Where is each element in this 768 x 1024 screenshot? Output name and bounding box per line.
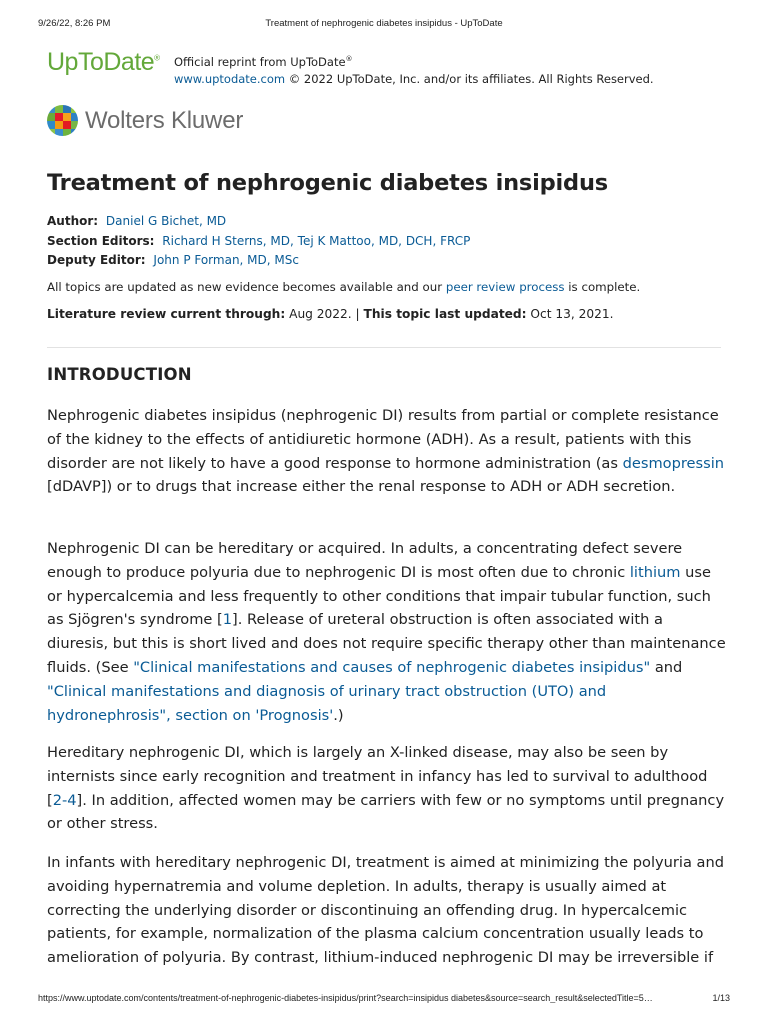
p1-text-2: [dDAVP]) or to drugs that increase either the renal response to ADH or ADH secretion.: [47, 478, 676, 496]
print-header: [38, 18, 730, 32]
wolters-kluwer-logo: [47, 105, 307, 137]
desmopressin-link[interactable]: desmopressin: [622, 454, 725, 472]
site-link[interactable]: www.uptodate.com: [174, 71, 286, 86]
last-updated-value: Oct 13, 2021.: [526, 307, 614, 321]
author-link[interactable]: Daniel G Bichet, MD: [105, 214, 227, 228]
reprint-reg: ®: [345, 55, 353, 63]
deputy-editor-line: [47, 252, 299, 268]
intro-paragraph-4: [47, 851, 727, 970]
section-divider: [47, 347, 721, 348]
wolters-kluwer-text: Wolters Kluwer: [85, 107, 244, 134]
deputy-editor-link[interactable]: John P Forman, MD, MSc: [153, 253, 299, 267]
brand-bar: [47, 48, 727, 88]
p4-text-1: In infants with hereditary nephrogenic DI, treatment is aimed at minimizing the polyuria and avoiding hypernatremia and volume depletion. In adults, therapy is usually aimed at correcting the underlying disorder or discontinuing an offending drug. In hypercalcemic patients, for example, normalization of the plasma calcium concentration usually leads to amelioration of polyuria. By contrast, lithium-induced nephrogenic DI may be irreversible if: [47, 854, 724, 967]
print-footer: [38, 993, 730, 1007]
peer-review-link[interactable]: peer review process: [445, 280, 565, 294]
print-page-number: 1/13: [712, 993, 730, 1003]
last-updated-label: This topic last updated:: [363, 307, 527, 321]
lithium-link[interactable]: lithium: [629, 563, 681, 581]
urinary-obstruction-link[interactable]: "Clinical manifestations and diagnosis of urinary tract obstruction (UTO) and hydronephrosis", section on 'Prognosis': [47, 682, 607, 724]
p3-text-2: ]. In addition, affected women may be carriers with few or no symptoms until pregnancy or other stress.: [47, 791, 725, 833]
intro-paragraph-2: [47, 537, 727, 727]
copyright-text: © 2022 UpToDate, Inc. and/or its affiliates. All Rights Reserved.: [285, 71, 654, 86]
print-page-title: Treatment of nephrogenic diabetes insipidus - UpToDate: [265, 18, 503, 29]
section-editors-line: [47, 233, 470, 249]
copyright-line: [174, 71, 654, 88]
article-title: Treatment of nephrogenic diabetes insipidus: [47, 170, 608, 196]
reference-link-1[interactable]: 1: [222, 611, 233, 629]
p2-text-5: .): [333, 706, 344, 724]
p3-text-1: Hereditary nephrogenic DI, which is largely an X-linked disease, may also be seen by internists since early recognition and treatment in infancy has led to survival to adulthood [: [47, 744, 708, 809]
author-label: Author:: [47, 214, 99, 228]
p2-text-3: ]. Release of ureteral obstruction is often associated with a diuresis, but this is short lived and does not require specific therapy other than maintenance fluids. (See: [47, 611, 726, 676]
reprint-text: Official reprint from UpToDate: [174, 54, 346, 69]
p2-text-4: and: [650, 658, 683, 676]
uptodate-logo-text: UpToDate: [47, 48, 155, 76]
intro-paragraph-3: [47, 741, 727, 836]
section-editor-link-1[interactable]: Richard H Sterns, MD: [162, 234, 291, 248]
intro-paragraph-1: [47, 404, 727, 499]
literature-review-line: [47, 306, 614, 322]
section-editor-link-2[interactable]: Tej K Mattoo, MD, DCH, FRCP: [297, 234, 471, 248]
uptodate-logo-reg: ®: [154, 53, 160, 63]
section-heading: INTRODUCTION: [47, 365, 192, 384]
print-url: https://www.uptodate.com/contents/treatment-of-nephrogenic-diabetes-insipidus/print?search=insipidus diabetes&source=search_result&selectedTitle=5…: [38, 993, 653, 1003]
section-editors-label: Section Editors:: [47, 234, 155, 248]
p1-text-1: Nephrogenic diabetes insipidus (nephrogenic DI) results from partial or complete resistance of the kidney to the effects of antidiuretic hormone (ADH). As a result, patients with this disorder are not likely to have a good response to hormone administration (as: [47, 407, 719, 472]
nephrogenic-di-causes-link[interactable]: "Clinical manifestations and causes of nephrogenic diabetes insipidus": [133, 658, 651, 676]
p2-text-2: use or hypercalcemia and less frequently to other conditions that impair tubular function, such as Sjögren's syndrome [: [47, 563, 711, 629]
print-date: 9/26/22, 8:26 PM: [38, 18, 111, 29]
wolters-kluwer-globe-icon: [47, 105, 78, 136]
lit-review-label: Literature review current through:: [47, 307, 286, 321]
section-editor-separator: ,: [290, 234, 298, 248]
lit-review-value: Aug 2022. |: [285, 307, 364, 321]
update-note: [47, 279, 640, 295]
author-line: [47, 213, 226, 229]
update-note-text-1: All topics are updated as new evidence becomes available and our: [47, 280, 446, 294]
reprint-notice: [174, 51, 654, 88]
deputy-editor-label: Deputy Editor:: [47, 253, 146, 267]
p2-text-1: Nephrogenic DI can be hereditary or acquired. In adults, a concentrating defect severe enough to produce polyuria due to nephrogenic DI is most often due to chronic: [47, 540, 683, 581]
uptodate-logo[interactable]: [47, 48, 160, 77]
reprint-line: [174, 51, 654, 71]
update-note-text-2: is complete.: [564, 280, 641, 294]
reference-link-2-4[interactable]: 2-4: [52, 791, 77, 809]
